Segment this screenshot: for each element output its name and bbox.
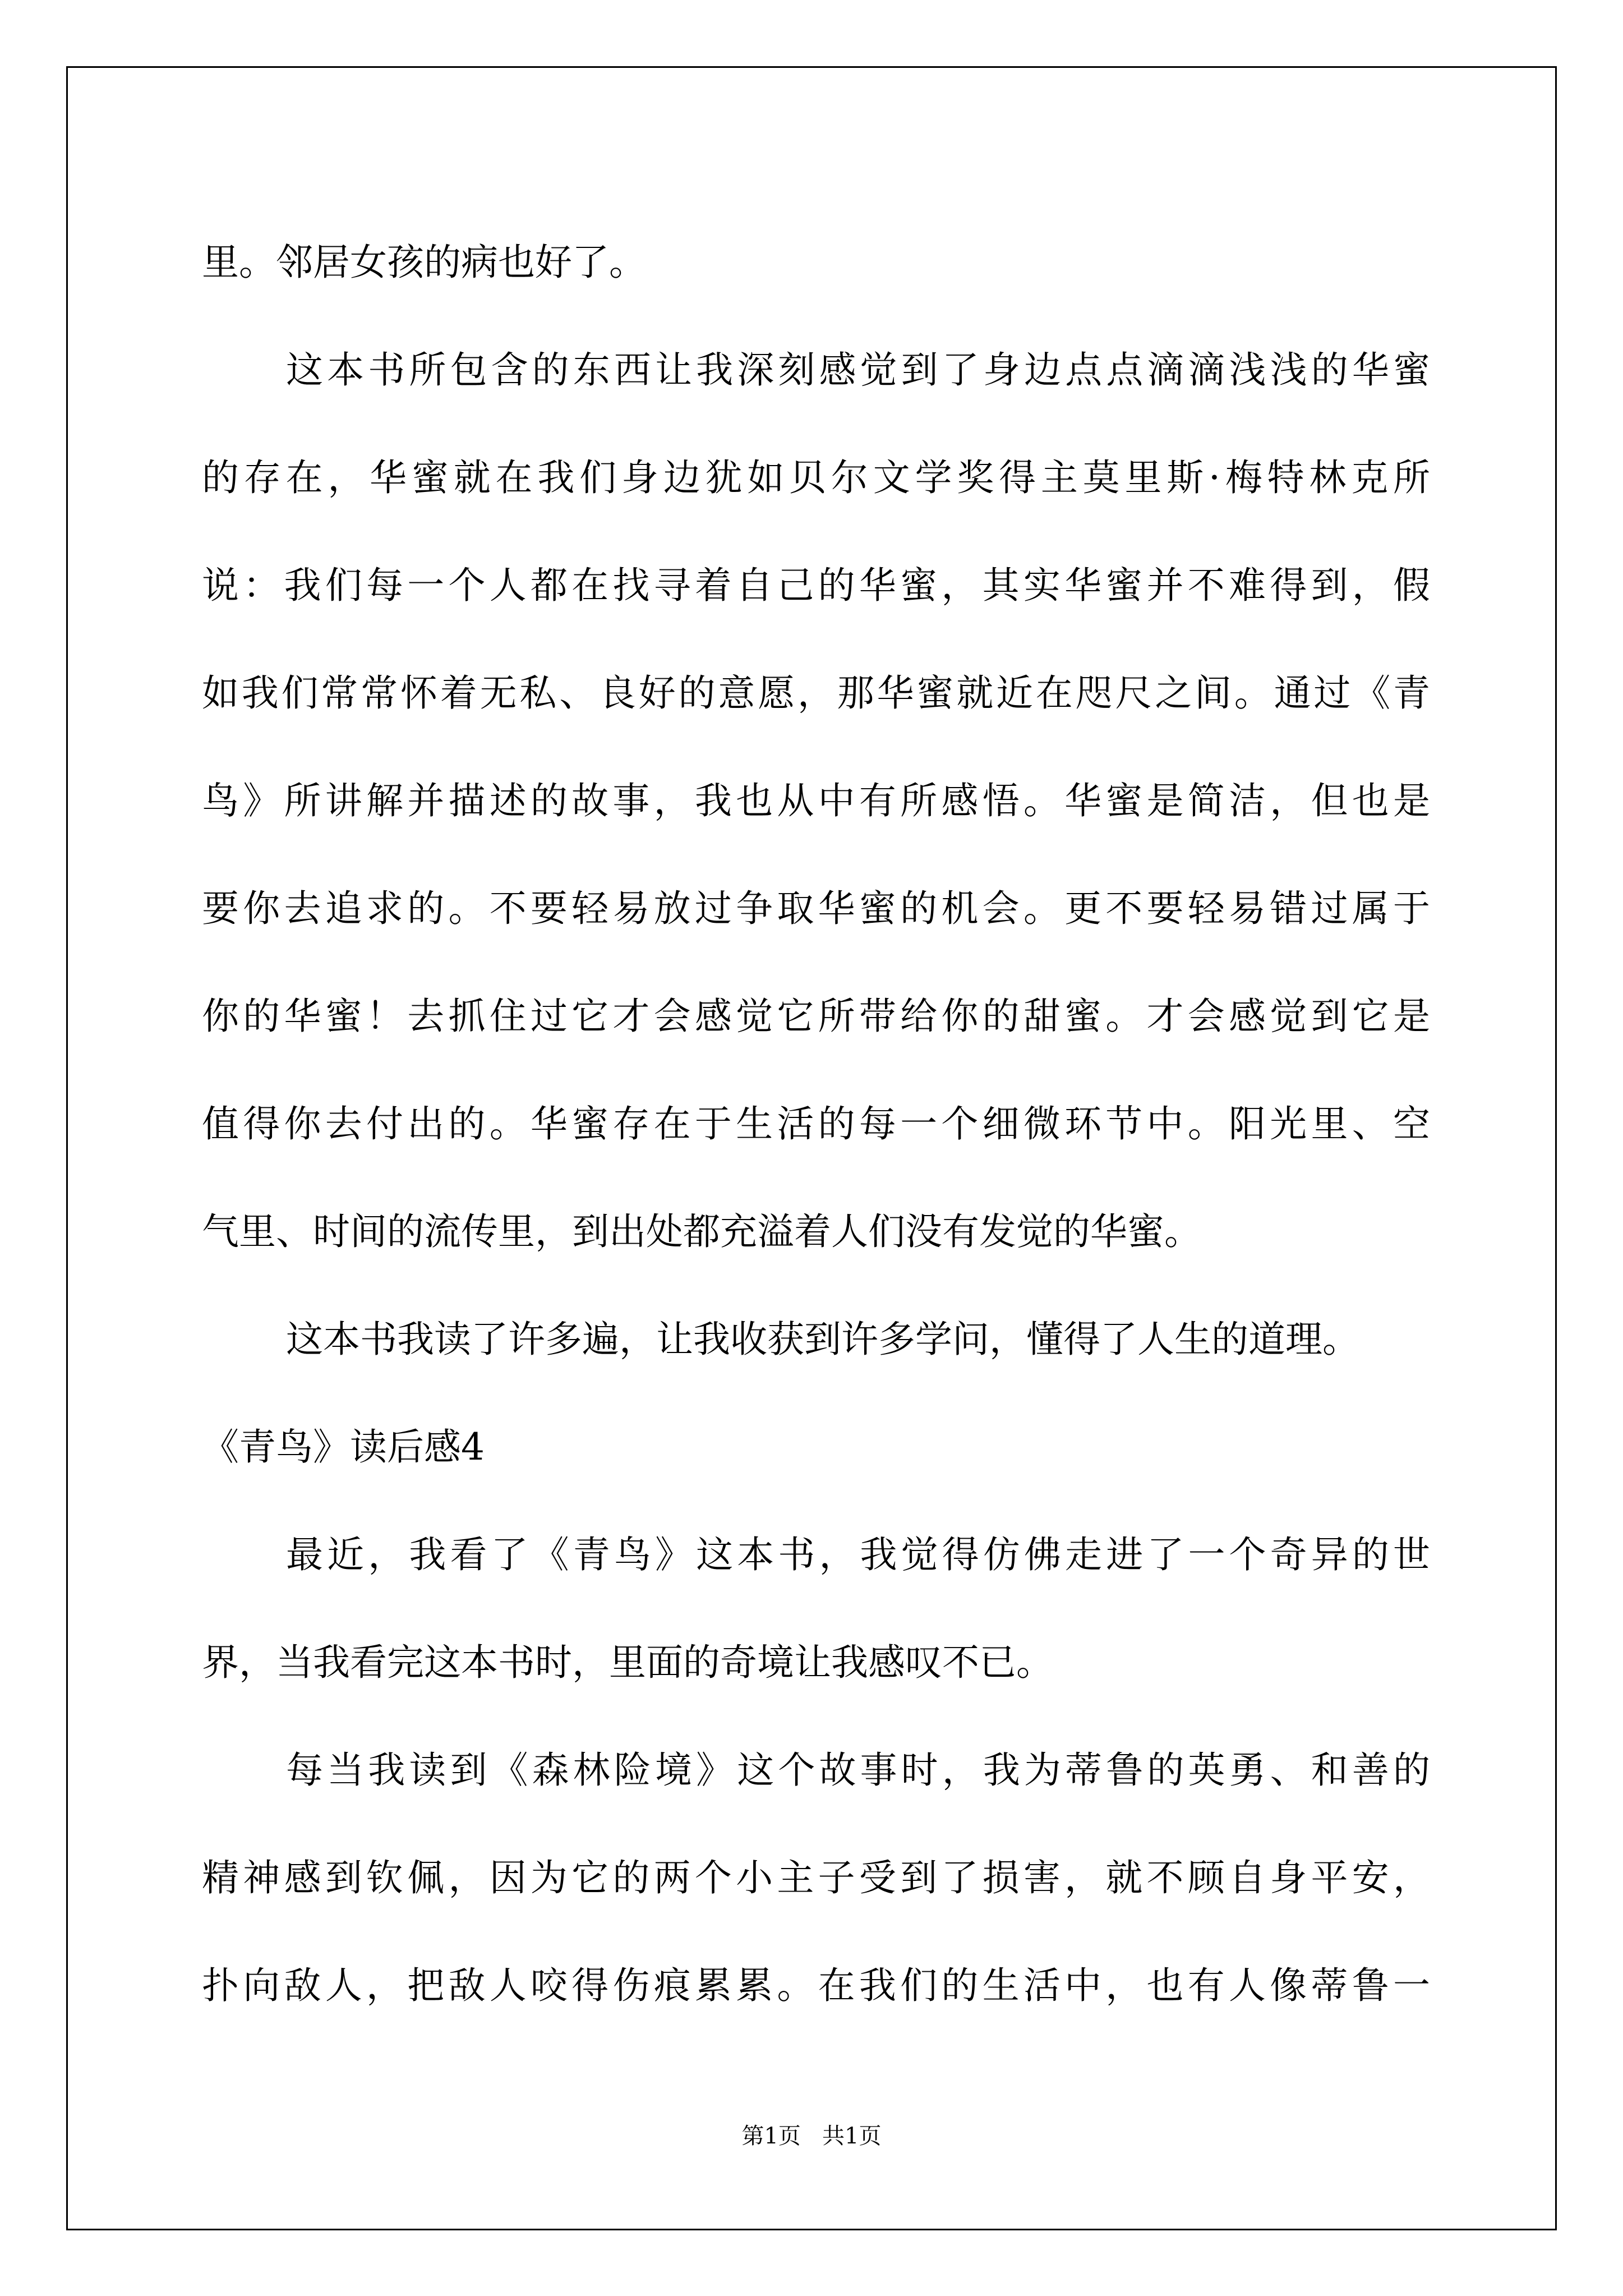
text-line: 精神感到钦佩，因为它的两个小主子受到了损害，就不顾自身平安， (202, 1856, 1430, 1899)
text-line: 值得你去付出的。华蜜存在于生活的每一个细微环节中。阳光里、空 (202, 1102, 1430, 1145)
paragraph-first-line: 每当我读到《森林险境》这个故事时，我为蒂鲁的英勇、和善的 (286, 1749, 1430, 1792)
text-line: 气里、时间的流传里，到出处都充溢着人们没有发觉的华蜜。 (202, 1210, 1201, 1253)
text-line: 扑向敌人，把敌人咬得伤痕累累。在我们的生活中，也有人像蒂鲁一 (202, 1964, 1430, 2007)
text-line: 里。邻居女孩的病也好了。 (202, 241, 646, 284)
text-line: 的存在，华蜜就在我们身边犹如贝尔文学奖得主莫里斯·梅特林克所 (202, 456, 1430, 499)
paragraph-first-line: 最近，我看了《青鸟》这本书，我觉得仿佛走进了一个奇异的世 (286, 1533, 1430, 1576)
text-line: 鸟》所讲解并描述的故事，我也从中有所感悟。华蜜是简洁，但也是 (202, 779, 1430, 822)
text-line: 你的华蜜！去抓住过它才会感觉它所带给你的甜蜜。才会感觉到它是 (202, 995, 1430, 1038)
paragraph-first-line: 这本书我读了许多遍，让我收获到许多学问，懂得了人生的道理。 (286, 1318, 1359, 1361)
text-line: 界，当我看完这本书时，里面的奇境让我感叹不已。 (202, 1641, 1053, 1684)
text-line: 要你去追求的。不要轻易放过争取华蜜的机会。更不要轻易错过属于 (202, 887, 1430, 930)
text-line: 说：我们每一个人都在找寻着自己的华蜜，其实华蜜并不难得到，假 (202, 564, 1430, 607)
section-heading: 《青鸟》读后感4 (202, 1425, 485, 1469)
page-number-footer: 第1页 共1页 (741, 2123, 882, 2149)
paragraph-first-line: 这本书所包含的东西让我深刻感觉到了身边点点滴滴浅浅的华蜜 (286, 348, 1430, 392)
text-line: 如我们常常怀着无私、良好的意愿，那华蜜就近在咫尺之间。通过《青 (202, 671, 1430, 715)
document-body (202, 209, 1430, 2040)
